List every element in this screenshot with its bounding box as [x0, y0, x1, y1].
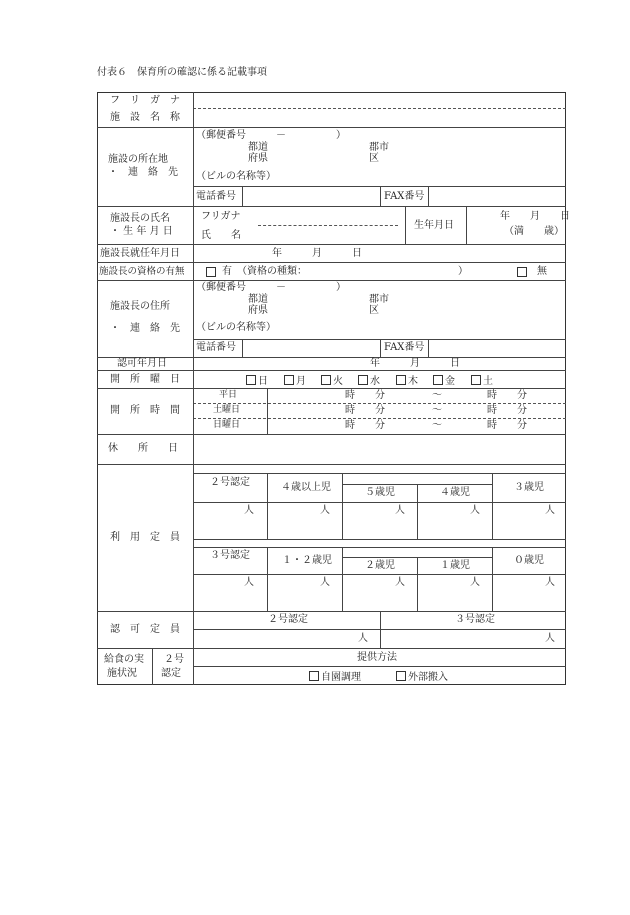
location-fax-label: FAX番号 — [384, 191, 425, 202]
hours-sep-weekday: ～ — [432, 390, 442, 401]
address-label: 施設長の住所 — [110, 301, 170, 312]
hours-from-saturday: 時 分 — [345, 405, 385, 416]
hours-day-sunday: 日曜日 — [213, 420, 241, 430]
address-phone-field[interactable] — [243, 340, 379, 356]
location-label: 施設の所在地 — [108, 154, 168, 165]
hours-from-sunday: 時 分 — [345, 420, 385, 431]
checkbox-icon — [433, 375, 443, 385]
facility-furigana-field[interactable] — [194, 93, 565, 107]
facility-name-field[interactable] — [194, 110, 565, 126]
director-birth-label: 生年月日 — [414, 220, 454, 231]
capacity-cert2: ２号認定 — [210, 477, 250, 488]
hours-to-sunday: 時 分 — [487, 420, 527, 431]
capacity-age12: １・２歳児 — [282, 555, 332, 566]
director-birth-ymd: 年 月 日 — [500, 211, 570, 222]
checkbox-icon — [517, 267, 527, 277]
capacity-unit-age0: 人 — [545, 577, 555, 588]
hours-day-weekday: 平日 — [219, 390, 238, 400]
day-checkbox-thu[interactable]: 木 — [396, 375, 418, 387]
meals-label-2: 施状況 — [107, 668, 137, 679]
address-building: （ビルの名称等） — [196, 322, 276, 333]
checkbox-icon — [246, 375, 256, 385]
qualification-label: 施設長の資格の有無 — [99, 266, 185, 277]
checkbox-icon — [321, 375, 331, 385]
director-furigana-label: フリガナ — [201, 211, 241, 222]
capacity-age3: ３歳児 — [514, 482, 544, 493]
qualification-no-label: 無 — [537, 266, 547, 277]
approval-date-label: 認可年月日 — [117, 358, 167, 369]
capacity-cert3: ３号認定 — [210, 550, 250, 561]
capacity-unit-age1: 人 — [470, 577, 480, 588]
facility-name-label: 施 設 名 称 — [110, 112, 180, 123]
checkbox-icon — [206, 267, 216, 277]
open-hours-label: 開 所 時 間 — [110, 405, 180, 416]
capacity-age5: ５歳児 — [365, 487, 395, 498]
approved-cert2: ２号認定 — [268, 614, 308, 625]
qualification-close: ） — [458, 266, 468, 277]
address-todofuken-2: 府県 — [248, 305, 268, 316]
address-fax-field[interactable] — [429, 340, 565, 356]
hours-sep-saturday: ～ — [432, 405, 442, 416]
capacity-age1: １歳児 — [440, 560, 470, 571]
capacity-age2: ２歳児 — [365, 560, 395, 571]
hours-sep-sunday: ～ — [432, 420, 442, 431]
location-todofuken-1: 都道 — [248, 142, 268, 153]
hours-day-saturday: 土曜日 — [213, 405, 241, 415]
address-gunshi-1: 郡市 — [369, 294, 389, 305]
capacity-unit-age4up: 人 — [320, 505, 330, 516]
qualification-yes-checkbox[interactable] — [206, 267, 218, 279]
meals-cert-label: ２号 — [164, 654, 184, 665]
capacity-unit-age3: 人 — [545, 505, 555, 516]
day-checkbox-mon[interactable]: 月 — [284, 375, 306, 387]
appointment-label: 施設長就任年月日 — [100, 248, 180, 259]
day-checkbox-tue[interactable]: 火 — [321, 375, 343, 387]
capacity-unit-age5: 人 — [395, 505, 405, 516]
qualification-no-checkbox[interactable] — [517, 267, 529, 279]
capacity-age4up: ４歳以上児 — [281, 482, 331, 493]
location-fax-field[interactable] — [429, 187, 565, 205]
approval-date-value: 年 月 日 — [370, 358, 460, 369]
checkbox-icon — [358, 375, 368, 385]
capacity-age4: ４歳児 — [440, 487, 470, 498]
checkbox-icon — [396, 375, 406, 385]
day-checkbox-sat[interactable]: 土 — [471, 375, 493, 387]
holidays-label: 休 所 日 — [108, 443, 178, 454]
meals-own-checkbox[interactable]: 自園調理 — [309, 671, 361, 683]
day-checkbox-fri[interactable]: 金 — [433, 375, 455, 387]
appointment-value: 年 月 日 — [272, 248, 362, 259]
location-gunshi-1: 郡市 — [369, 142, 389, 153]
location-phone-label: 電話番号 — [196, 191, 236, 202]
hours-to-saturday: 時 分 — [487, 405, 527, 416]
director-label: 施設長の氏名 — [110, 213, 170, 224]
capacity-age0: ０歳児 — [514, 555, 544, 566]
address-todofuken-1: 都道 — [248, 294, 268, 305]
meals-cert-label-2: 認定 — [161, 668, 181, 679]
hours-from-weekday: 時 分 — [345, 390, 385, 401]
page-title: 付表６ 保育所の確認に係る記載事項 — [97, 67, 267, 78]
capacity-unit-age12: 人 — [320, 577, 330, 588]
approved-unit-cert3: 人 — [545, 633, 555, 644]
approved-cert3: ３号認定 — [455, 614, 495, 625]
checkbox-icon — [309, 671, 319, 681]
capacity-unit-age2: 人 — [395, 577, 405, 588]
location-label-2: ・ 連 絡 先 — [108, 167, 178, 178]
furigana-label: フ リ ガ ナ — [110, 95, 180, 106]
approved-capacity-label: 認 可 定 員 — [110, 624, 180, 635]
location-phone-field[interactable] — [243, 187, 379, 205]
checkbox-icon — [396, 671, 406, 681]
location-gunshi-2: 区 — [369, 153, 379, 164]
approved-unit-cert2: 人 — [358, 633, 368, 644]
capacity-unit-age4: 人 — [470, 505, 480, 516]
meals-method-label: 提供方法 — [357, 652, 397, 663]
capacity-label: 利 用 定 員 — [110, 532, 180, 543]
holidays-field[interactable] — [194, 435, 565, 463]
checkbox-icon — [471, 375, 481, 385]
hours-to-weekday: 時 分 — [487, 390, 527, 401]
meals-outside-checkbox[interactable]: 外部搬入 — [396, 671, 448, 683]
meals-label: 給食の実 — [104, 654, 144, 665]
day-checkbox-wed[interactable]: 水 — [358, 375, 380, 387]
checkbox-icon — [284, 375, 294, 385]
location-building: （ビルの名称等） — [196, 171, 276, 182]
address-fax-label: FAX番号 — [384, 342, 425, 353]
address-postal: （郵便番号 － ） — [196, 282, 346, 293]
address-gunshi-2: 区 — [369, 305, 379, 316]
open-days-label: 開 所 曜 日 — [110, 374, 180, 385]
address-phone-label: 電話番号 — [196, 342, 236, 353]
qualification-yes-label: 有 （資格の種類： — [222, 266, 307, 277]
day-checkbox-sun[interactable]: 日 — [246, 375, 268, 387]
location-postal: （郵便番号 － ） — [196, 130, 346, 141]
capacity-unit-cert3: 人 — [244, 577, 254, 588]
director-label-2: ・ 生 年 月 日 — [110, 226, 173, 237]
address-label-2: ・ 連 絡 先 — [110, 323, 180, 334]
director-name-field[interactable] — [258, 208, 398, 242]
capacity-unit-cert2: 人 — [244, 505, 254, 516]
director-name-label: 氏 名 — [201, 230, 241, 241]
director-age: （満 歳） — [504, 226, 564, 237]
location-todofuken-2: 府県 — [248, 153, 268, 164]
